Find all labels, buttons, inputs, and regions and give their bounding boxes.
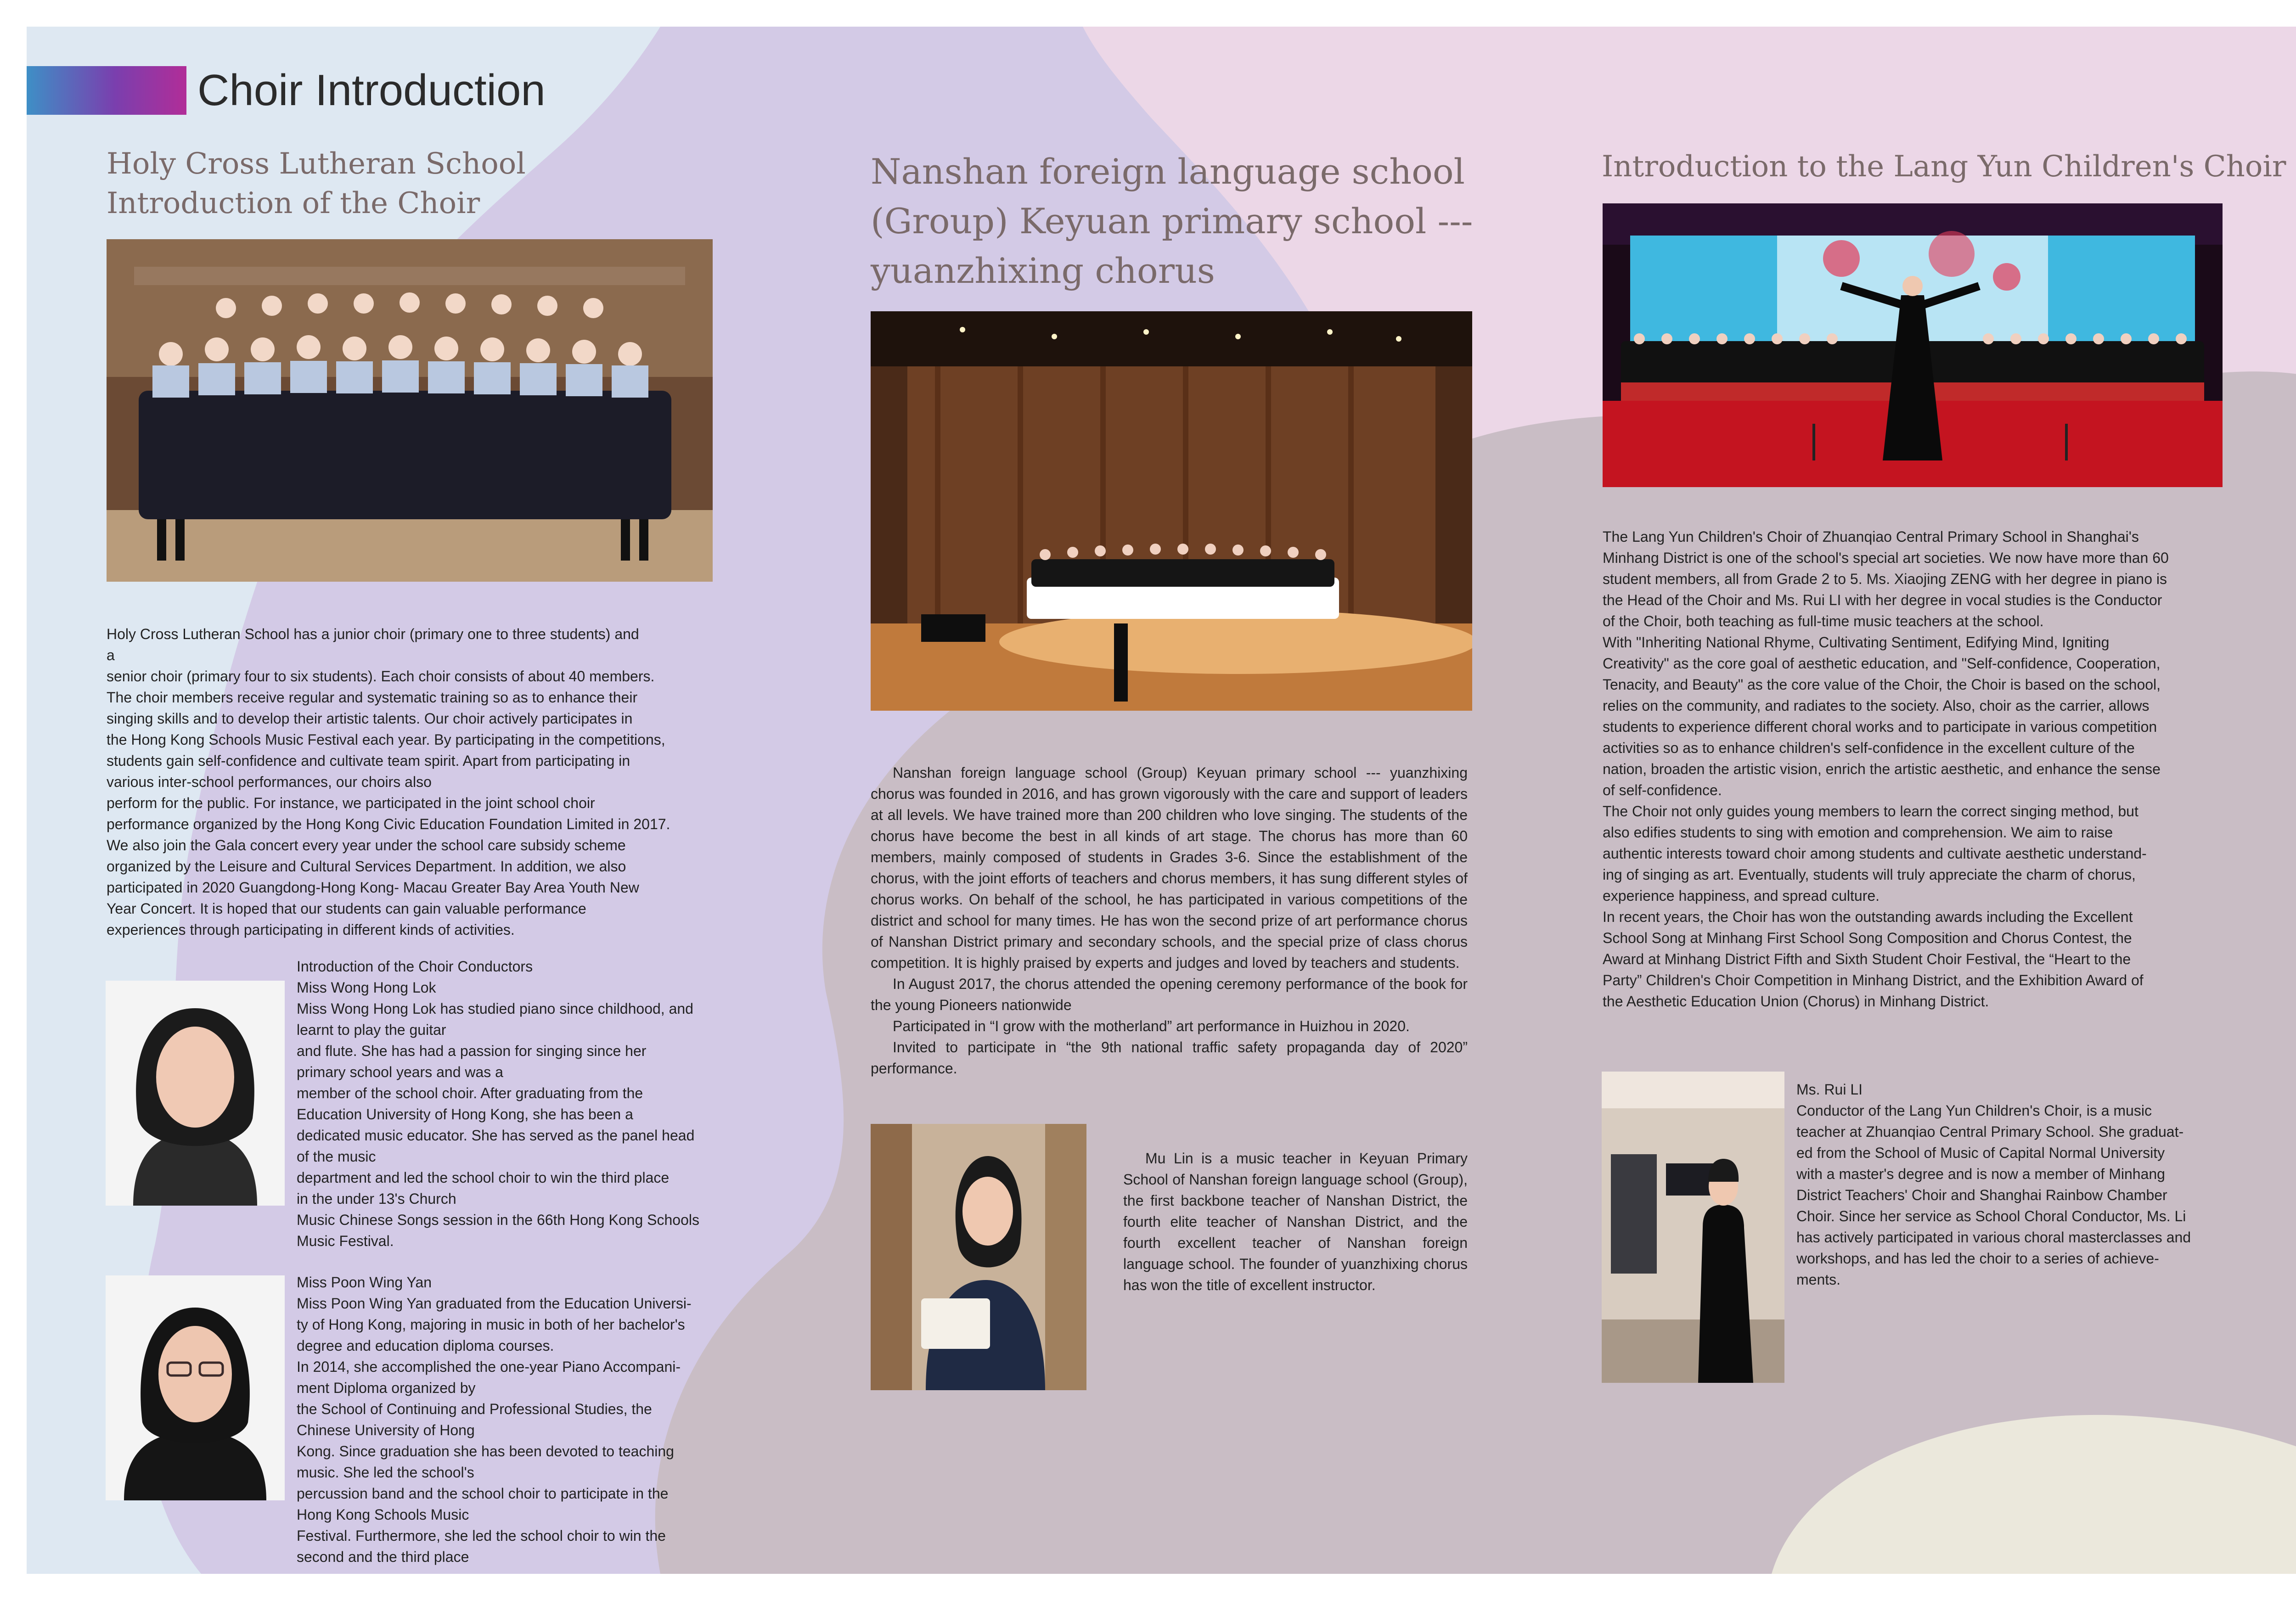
brochure-page xyxy=(27,27,2296,1574)
col2-description xyxy=(871,762,1468,1079)
lang-yun-choir-photo xyxy=(1603,203,2223,487)
col1-title: Holy Cross Lutheran School Introduction of the Choir xyxy=(107,147,526,220)
col1-intro-text: Holy Cross Lutheran School has a junior choir (primary one to three students) and a senior choir (primary four to six students). Each choir consists of about 40 members. The choir members receive regular and systematic training so as to enhance their singing skills and to develop their artistic talents. Our choir actively participates in the Hong Kong Schools Music Festival each year. By participating in the competitions, students gain self-confidence and cultivate team spirit. Apart from participating in various inter-school performances, our choirs also perform for the public. For instance, we participated in the joint school choir performance organized by the Hong Kong Civic Education Foundation Limited in 2017. We also join the Gala concert every year under the school care subsidy scheme organized by the Leisure and Cultural Services Department. In addition, we also participated in 2020 Guangdong-Hong Kong- Macau Greater Bay Area Youth New Year Concert. It is hoped that our students can gain valuable performance experiences through participating in different kinds of activities. xyxy=(107,626,670,938)
col3-title: Introduction to the Lang Yun Children's Choir xyxy=(1602,150,2286,184)
col2-paragraph-2: In August 2017, the chorus attended the opening ceremony performance of the book for the young Pioneers nationwide xyxy=(871,976,1468,1013)
poon-wing-yan-portrait xyxy=(106,1275,285,1500)
header-accent-bar xyxy=(27,66,186,115)
col2-paragraph-1: Nanshan foreign language school (Group) Keyuan primary school --- yuanzhixing chorus was founded in 2016, and has grown vigorously with the care and support of leaders at all levels. We have trained more than 200 children who love singing. The students of the chorus have become the best in all kinds of art stage. The chorus has more than 60 members, mainly composed of students in Grades 3-6. Since the establishment of the chorus, with the joint efforts of teachers and chorus members, it has sung different styles of chorus works. On behalf of the school, he has participated in various competitions of the district and school for many times. He has won the second prize of art performance chorus of Nanshan District primary and secondary schools, and the special prize of class chorus competition. It is highly praised by experts and judges and loved by teachers and students. xyxy=(871,764,1468,971)
rui-li-portrait xyxy=(1602,1072,1784,1383)
conductor-poon-bio: Miss Poon Wing Yan Miss Poon Wing Yan graduated from the Education Universi- ty of Hong Kong, majoring in music in both of her bachelor's degree and education diploma courses. In 2014, she accomplished the one-year Piano Accompani- ment Diploma organized by the School of Continuing and Professional Studies, the Chinese University of Hong Kong. Since graduation she has been devoted to teaching music. She led the school's percussion band and the school choir to participate in the Hong Kong Schools Music Festival. Furthermore, she led the school choir to win the second and the third place xyxy=(297,1274,692,1565)
mu-lin-bio xyxy=(1123,1148,1468,1296)
mu-lin-bio-text: Mu Lin is a music teacher in Keyuan Primary School of Nanshan foreign language school (Group), the first backbone teacher of Nanshan District, the fourth elite teacher of Nanshan District, and the fourth excellent teacher of Nanshan foreign language school. The founder of yuanzhixing chorus has won the title of excellent instructor. xyxy=(1123,1150,1468,1293)
col3-intro-text: The Lang Yun Children's Choir of Zhuanqiao Central Primary School in Shanghai's Minhang District is one of the school's special art societies. We now have more than 60 student members, all from Grade 2 to 5. Ms. Xiaojing ZENG with her degree in piano is the Head of the Choir and Ms. Rui LI with her degree in vocal studies is the Conductor of the Choir, both teaching as full-time music teachers at the school. With "Inheriting National Rhyme, Cultivating Sentiment, Edifying Mind, Igniting Creativity" as the core goal of aesthetic education, and "Self-confidence, Cooperation, Tenacity, and Beauty" as the core value of the Choir, the Choir is based on the school, relies on the community, and radiates to the society. Also, choir as the carrier, allows students to experience different choral works and to participate in various competition activities so as to enhance children's self-confidence in the excellent culture of the nation, broaden the artistic vision, enrich the artistic aesthetic, and enhance the sense of self-confidence. The Choir not only guides young members to learn the correct singing method, but also edifies students to sing with emotion and comprehension. We aim to raise authentic interests toward choir among students and cultivate aesthetic understand- ing of singing as art. Eventually, students will truly appreciate the charm of chorus, experience happiness, and spread culture. In recent years, the Choir has won the outstanding awards including the Excellent School Song at Minhang First School Song Composition and Chorus Contest, the Award at Minhang District Fifth and Sixth Student Choir Festival, the “Heart to the Party” Children's Choir Competition in Minhang District, and the Exhibition Award of the Aesthetic Education Union (Chorus) in Minhang District. xyxy=(1603,528,2169,1010)
col2-paragraph-4: Invited to participate in “the 9th national traffic safety propaganda day of 2020” performance. xyxy=(871,1039,1468,1077)
col2-paragraph-3: Participated in “I grow with the motherland” art performance in Huizhou in 2020. xyxy=(893,1018,1410,1034)
junior-choir-photo xyxy=(107,239,713,582)
conductor-rui-li-bio: Ms. Rui LI Conductor of the Lang Yun Children's Choir, is a music teacher at Zhuanqiao Central Primary School. She graduat- ed from the School of Music of Capital Normal University with a master's degree and is now a member of Minhang District Teachers' Choir and Shanghai Rainbow Chamber Choir. Since her service as School Choral Conductor, Ms. Li has actively participated in various choral masterclasses and workshops, and has led the choir to a series of achieve- ments. xyxy=(1796,1081,2191,1288)
yuanzhixing-chorus-photo xyxy=(871,311,1472,711)
page-title: Choir Introduction xyxy=(197,66,546,115)
conductor-wong-bio: Introduction of the Choir Conductors Miss Wong Hong Lok Miss Wong Hong Lok has studied piano since childhood, and learnt to play the guitar and flute. She has had a passion for singing since her primary school years and was a member of the school choir. After graduating from the Education University of Hong Kong, she has been a dedicated music educator. She has served as the panel head of the music department and led the school choir to win the third place in the under 13's Church Music Chinese Songs session in the 66th Hong Kong Schools Music Festival. xyxy=(297,958,699,1249)
mu-lin-portrait xyxy=(871,1124,1086,1390)
col2-title: Nanshan foreign language school (Group) Keyuan primary school --- yuanzhixing chorus xyxy=(871,151,1473,291)
page-header xyxy=(27,65,546,116)
wong-hong-lok-portrait xyxy=(106,981,285,1206)
